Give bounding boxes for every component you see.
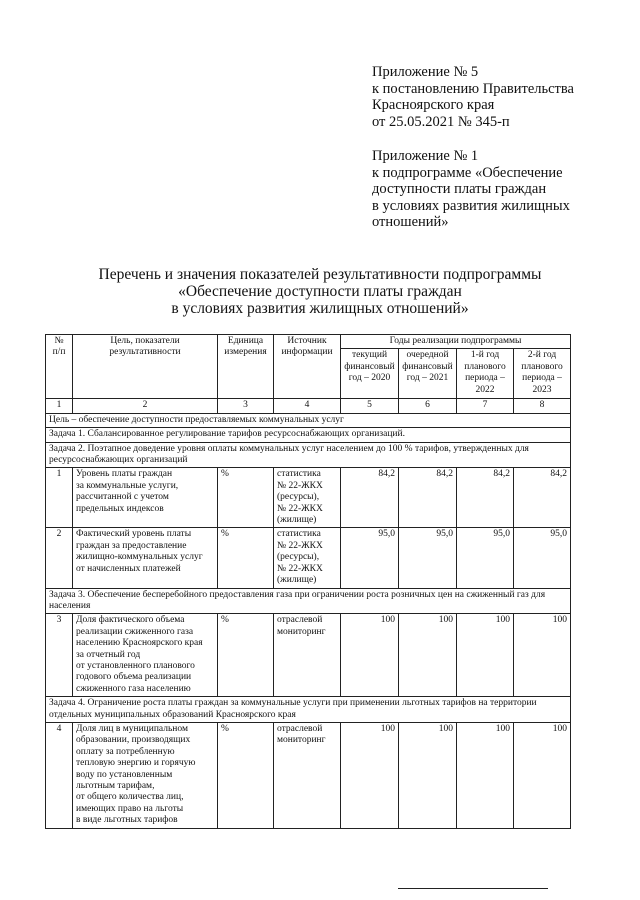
column-number: 7 bbox=[457, 399, 514, 413]
header-year-2021 bbox=[399, 349, 457, 399]
source-line: статистика bbox=[277, 529, 321, 540]
indicator-source bbox=[274, 722, 341, 828]
header-text: Единица bbox=[227, 336, 264, 346]
appendix-5-line: Приложение № 5 bbox=[372, 64, 479, 80]
appendix-1-line: к подпрограмме «Обеспечение bbox=[372, 164, 563, 181]
value-2020: 100 bbox=[341, 614, 399, 697]
indicator-name bbox=[73, 528, 218, 588]
header-text: очередной bbox=[406, 350, 449, 361]
source-line: мониторинг bbox=[277, 626, 326, 637]
goal-row bbox=[46, 413, 571, 427]
indicator-name-line: граждан за предоставление bbox=[76, 540, 187, 551]
row-num: 2 bbox=[46, 528, 73, 588]
indicator-name-line: годового объема реализации bbox=[76, 672, 192, 683]
goal-text: Цель – обеспечение доступности предоставляемых коммунальных услуг bbox=[46, 413, 571, 427]
header-num bbox=[46, 335, 73, 399]
value-2023: 100 bbox=[514, 722, 571, 828]
header-text: год – 2021 bbox=[406, 373, 449, 384]
indicator-name-line: Доля лиц в муниципальном bbox=[76, 723, 188, 734]
value-2020: 95,0 bbox=[341, 528, 399, 588]
indicator-name bbox=[73, 722, 218, 828]
source-line: (ресурсы), bbox=[277, 492, 320, 503]
task-row bbox=[46, 697, 571, 723]
indicator-name-line: за коммунальные услуги, bbox=[76, 480, 179, 491]
value-2022: 95,0 bbox=[457, 528, 514, 588]
appendix-5-line: к постановлению Правительства bbox=[372, 80, 574, 97]
indicator-name-line: тепловую энергию и горячую bbox=[76, 758, 196, 769]
task-row bbox=[46, 588, 571, 614]
header-text: год – 2020 bbox=[348, 373, 391, 384]
indicator-unit: % bbox=[218, 614, 274, 697]
value-2021: 100 bbox=[399, 722, 457, 828]
header-text: Цель, показатели bbox=[110, 336, 180, 346]
header-text: № bbox=[54, 336, 64, 346]
row-num: 3 bbox=[46, 614, 73, 697]
value-2020: 100 bbox=[341, 722, 399, 828]
indicator-source bbox=[274, 528, 341, 588]
source-line: № 22-ЖКХ bbox=[277, 503, 323, 514]
indicator-row bbox=[46, 722, 571, 828]
title-line: Перечень и значения показателей результативности подпрограммы bbox=[98, 266, 542, 283]
source-line: (ресурсы), bbox=[277, 552, 320, 563]
appendix-1-line: отношений» bbox=[372, 214, 449, 230]
indicator-name-line: Уровень платы граждан bbox=[76, 469, 173, 480]
row-num: 4 bbox=[46, 722, 73, 828]
header-year-2023 bbox=[514, 349, 571, 399]
title-line: в условиях развития жилищных отношений» bbox=[171, 300, 469, 317]
column-number: 5 bbox=[341, 399, 399, 413]
appendix-1-line: в условиях развития жилищных bbox=[372, 197, 570, 214]
header-year-2020 bbox=[341, 349, 399, 399]
indicator-row bbox=[46, 614, 571, 697]
indicator-name-line: от общего количества лиц, bbox=[76, 792, 184, 803]
task-2-text bbox=[46, 442, 571, 468]
header-year-2022 bbox=[457, 349, 514, 399]
header-text: периода – bbox=[522, 373, 562, 384]
header-text: периода – bbox=[465, 373, 505, 384]
task-3-text bbox=[46, 588, 571, 614]
indicator-name-line: Доля фактического объема bbox=[76, 615, 185, 626]
task-1-text: Задача 1. Сбалансированное регулирование тарифов ресурсоснабжающих организаций. bbox=[46, 428, 571, 442]
header-text: 2022 bbox=[475, 384, 495, 395]
source-line: мониторинг bbox=[277, 735, 326, 746]
task-line: населения bbox=[49, 600, 91, 611]
column-number: 6 bbox=[399, 399, 457, 413]
source-line: № 22-ЖКХ bbox=[277, 563, 323, 574]
indicator-source bbox=[274, 614, 341, 697]
indicator-name-line: воду по установленным bbox=[76, 769, 173, 780]
indicator-row bbox=[46, 528, 571, 588]
indicator-name-line: сжиженного газа населению bbox=[76, 683, 191, 694]
indicator-name-line: жилищно-коммунальных услуг bbox=[76, 552, 203, 563]
source-line: статистика bbox=[277, 469, 321, 480]
source-line: № 22-ЖКХ bbox=[277, 480, 323, 491]
column-numbers-row bbox=[46, 399, 571, 413]
value-2022: 100 bbox=[457, 614, 514, 697]
column-number: 8 bbox=[514, 399, 571, 413]
value-2023: 100 bbox=[514, 614, 571, 697]
appendix-5-line: от 25.05.2021 № 345-п bbox=[372, 113, 510, 130]
header-source bbox=[274, 335, 341, 399]
column-number: 4 bbox=[274, 399, 341, 413]
indicator-name-line: от установленного планового bbox=[76, 660, 195, 671]
header-text: текущий bbox=[351, 350, 388, 361]
header-text: информации bbox=[281, 347, 333, 358]
indicator-name-line: имеющих право на льготы bbox=[76, 803, 184, 814]
indicator-name-line: в виде льготных тарифов bbox=[76, 815, 178, 826]
indicator-name-line: предельных индексов bbox=[76, 503, 164, 514]
header-text: планового bbox=[464, 361, 506, 372]
task-row bbox=[46, 428, 571, 442]
value-2022: 100 bbox=[457, 722, 514, 828]
appendix-1-line: доступности платы граждан bbox=[372, 181, 547, 197]
task-line: Задача 2. Поэтапное доведение уровня оплаты коммунальных услуг населением до 100 % тарифов, утвержденных для bbox=[49, 443, 529, 454]
header-years-group: Годы реализации подпрограммы bbox=[341, 335, 571, 349]
header-text: Источник bbox=[287, 336, 327, 346]
header-text: п/п bbox=[52, 347, 66, 358]
value-2023: 84,2 bbox=[514, 468, 571, 528]
task-line: ресурсоснабжающих организаций bbox=[49, 455, 188, 466]
footer-rule bbox=[398, 888, 548, 889]
task-4-text bbox=[46, 697, 571, 723]
source-line: № 22-ЖКХ bbox=[277, 540, 323, 551]
task-row bbox=[46, 442, 571, 468]
appendix-1-header bbox=[372, 148, 570, 231]
indicator-name-line: оплату за потребленную bbox=[76, 746, 175, 757]
document-title bbox=[40, 266, 600, 317]
value-2021: 84,2 bbox=[399, 468, 457, 528]
task-line: Задача 4. Ограничение роста платы граждан за коммунальные услуги при применении льготных тарифов на территории bbox=[49, 698, 537, 709]
indicator-row bbox=[46, 468, 571, 528]
task-line: отдельных муниципальных образований Красноярского края bbox=[49, 709, 296, 720]
source-line: отраслевой bbox=[277, 723, 323, 734]
header-text: 2023 bbox=[532, 384, 552, 395]
value-2021: 100 bbox=[399, 614, 457, 697]
header-text: финансовый bbox=[344, 361, 395, 372]
indicator-name bbox=[73, 614, 218, 697]
header-row bbox=[46, 335, 571, 349]
value-2021: 95,0 bbox=[399, 528, 457, 588]
source-line: (жилище) bbox=[277, 515, 317, 526]
value-2023: 95,0 bbox=[514, 528, 571, 588]
appendix-5-header bbox=[372, 64, 574, 130]
indicator-source bbox=[274, 468, 341, 528]
indicators-table bbox=[45, 334, 571, 829]
indicator-name-line: образовании, производящих bbox=[76, 735, 191, 746]
appendix-5-line: Красноярского края bbox=[372, 97, 495, 113]
header-text: планового bbox=[521, 361, 563, 372]
row-num: 1 bbox=[46, 468, 73, 528]
column-number: 2 bbox=[73, 399, 218, 413]
indicator-name-line: реализации сжиженного газа bbox=[76, 626, 194, 637]
indicator-name-line: льготным тарифам, bbox=[76, 781, 155, 791]
header-text: финансовый bbox=[402, 361, 453, 372]
indicator-name-line: Фактический уровень платы bbox=[76, 529, 192, 540]
indicator-unit: % bbox=[218, 528, 274, 588]
title-line: «Обеспечение доступности платы граждан bbox=[178, 283, 462, 300]
indicator-unit: % bbox=[218, 722, 274, 828]
header-text: 2-й год bbox=[527, 350, 557, 361]
indicator-name bbox=[73, 468, 218, 528]
value-2020: 84,2 bbox=[341, 468, 399, 528]
indicator-name-line: за отчетный год bbox=[76, 649, 141, 660]
column-number: 1 bbox=[46, 399, 73, 413]
header-unit bbox=[218, 335, 274, 399]
indicator-name-line: населению Красноярского края bbox=[76, 638, 203, 649]
column-number: 3 bbox=[218, 399, 274, 413]
header-text: результативности bbox=[109, 347, 181, 358]
indicator-name-line: от начисленных платежей bbox=[76, 563, 181, 574]
task-line: Задача 3. Обеспечение бесперебойного предоставления газа при ограничении роста розничных цен на сжиженный газ для bbox=[49, 589, 546, 600]
appendix-1-line: Приложение № 1 bbox=[372, 148, 479, 164]
indicator-unit: % bbox=[218, 468, 274, 528]
header-goal bbox=[73, 335, 218, 399]
header-text: 1-й год bbox=[470, 350, 500, 361]
source-line: отраслевой bbox=[277, 615, 323, 626]
source-line: (жилище) bbox=[277, 575, 317, 586]
header-text: измерения bbox=[224, 347, 267, 358]
indicator-name-line: рассчитанной с учетом bbox=[76, 492, 169, 503]
value-2022: 84,2 bbox=[457, 468, 514, 528]
